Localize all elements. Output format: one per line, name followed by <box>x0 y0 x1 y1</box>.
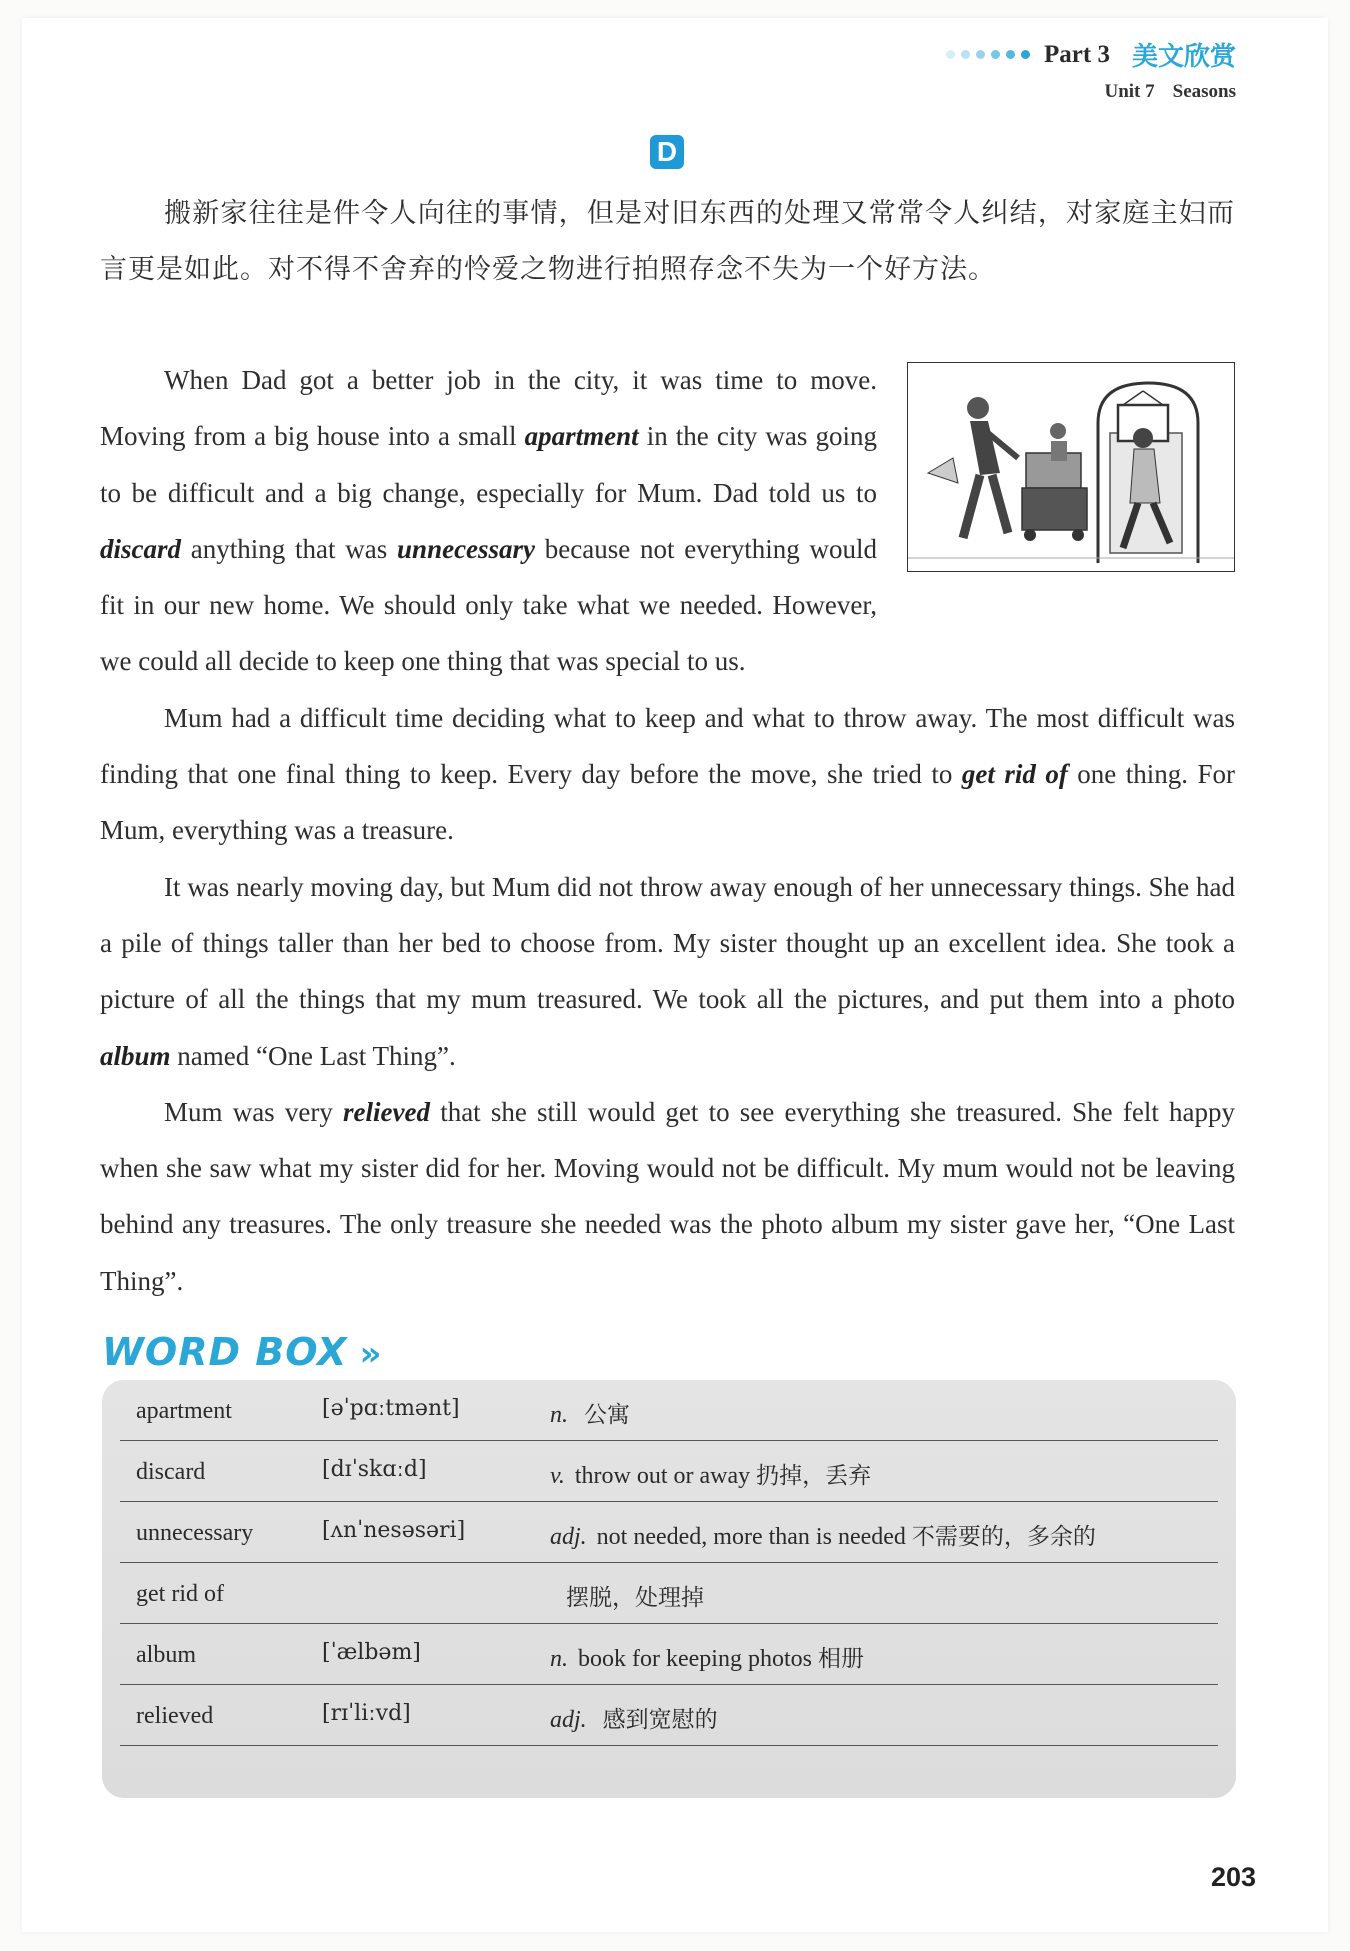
keyword-apartment: apartment <box>524 421 639 452</box>
paragraph-3: It was nearly moving day, but Mum did not throw away enough of her unnecessary things. She had a pile of things taller than her bed to choose from. My sister thought up an excellent idea. She took a picture of all the things that my mum treasured. We took all the pictures, and put them into a photo album named “One Last Thing”. <box>100 871 1235 1071</box>
phonetic: [ˈælbəm] <box>322 1640 421 1665</box>
paragraph-4: Mum was very relieved that she still would get to see everything she treasured. She felt happy when she saw what my sister did for her. Moving would not be difficult. My mum would not be leaving behind any treasures. The only treasure she needed was the photo album my sister gave her, “One Last Thing”. <box>100 1096 1235 1296</box>
word-row <box>120 1502 1218 1563</box>
word-row <box>120 1685 1218 1746</box>
definition: n. 公寓 <box>550 1402 630 1428</box>
dot-icon <box>991 50 1000 59</box>
word-row <box>120 1380 1218 1441</box>
chinese-intro: 搬新家往往是件令人向往的事情，但是对旧东西的处理又常常令人纠结，对家庭主妇而言更是如此。对不得不舍弃的怜爱之物进行拍照存念不失为一个好方法。 <box>100 198 1235 285</box>
keyword-album: album <box>100 1040 171 1071</box>
definition: n. book for keeping photos 相册 <box>550 1646 864 1672</box>
section-badge: D <box>650 135 684 169</box>
definition: adj. 感到宽慰的 <box>550 1707 718 1733</box>
word-box-title: WORD BOX » <box>102 1330 383 1374</box>
dot-icon <box>1006 50 1015 59</box>
definition: 摆脱，处理掉 <box>566 1585 704 1611</box>
word-row <box>120 1624 1218 1685</box>
keyword-unnecessary: unnecessary <box>397 533 536 564</box>
dot-icon <box>946 50 955 59</box>
unit-number: Unit 7 <box>1104 81 1155 102</box>
definition: adj. not needed, more than is needed 不需要的，多余的 <box>550 1524 1096 1550</box>
dot-icon <box>1021 50 1030 59</box>
unit-title: Seasons <box>1172 81 1236 102</box>
definition: v. throw out or away 扔掉，丢弃 <box>550 1463 872 1489</box>
phonetic: [rɪˈliːvd] <box>322 1701 411 1726</box>
word: discard <box>136 1459 206 1485</box>
story-text <box>100 352 1235 1309</box>
dot-icon <box>976 50 985 59</box>
phonetic: [əˈpɑːtmənt] <box>322 1396 460 1421</box>
word-box <box>102 1380 1236 1798</box>
keyword-discard: discard <box>100 533 181 564</box>
moving-family-illustration <box>907 362 1235 572</box>
word-row <box>120 1563 1218 1624</box>
phonetic: [dɪˈskɑːd] <box>322 1457 427 1482</box>
decorative-dots <box>946 50 1030 59</box>
unit-label <box>946 81 1236 103</box>
page-number: 203 <box>1210 1862 1256 1892</box>
word: apartment <box>136 1398 232 1424</box>
word: relieved <box>136 1703 214 1729</box>
part-label: Part 3 <box>1044 40 1110 68</box>
word: get rid of <box>136 1581 224 1607</box>
keyword-get-rid-of: get rid of <box>961 759 1068 790</box>
double-chevron-icon: » <box>359 1334 383 1374</box>
phonetic: [ʌnˈnesəsəri] <box>322 1518 466 1543</box>
running-header <box>946 36 1236 103</box>
part-title-cn: 美文欣赏 <box>1131 42 1236 72</box>
word: album <box>136 1642 196 1668</box>
word: unnecessary <box>136 1520 254 1546</box>
keyword-relieved: relieved <box>343 1096 430 1127</box>
paragraph-2: Mum had a difficult time deciding what to keep and what to throw away. The most difficult was finding that one final thing to keep. Every day before the move, she tried to get rid of one thing. For Mum, everything was a treasure. <box>100 702 1235 846</box>
word-row <box>120 1441 1218 1502</box>
paragraph-1: When Dad got a better job in the city, it was time to move. Moving from a big house into a small apartment in the city was going to be difficult and a big change, especially for Mum. Dad told us to discard anything that was unnecessary because not everything would fit in our new home. We should only take what we needed. However, we could all decide to keep one thing that was special to us. <box>100 365 878 677</box>
dot-icon <box>961 50 970 59</box>
